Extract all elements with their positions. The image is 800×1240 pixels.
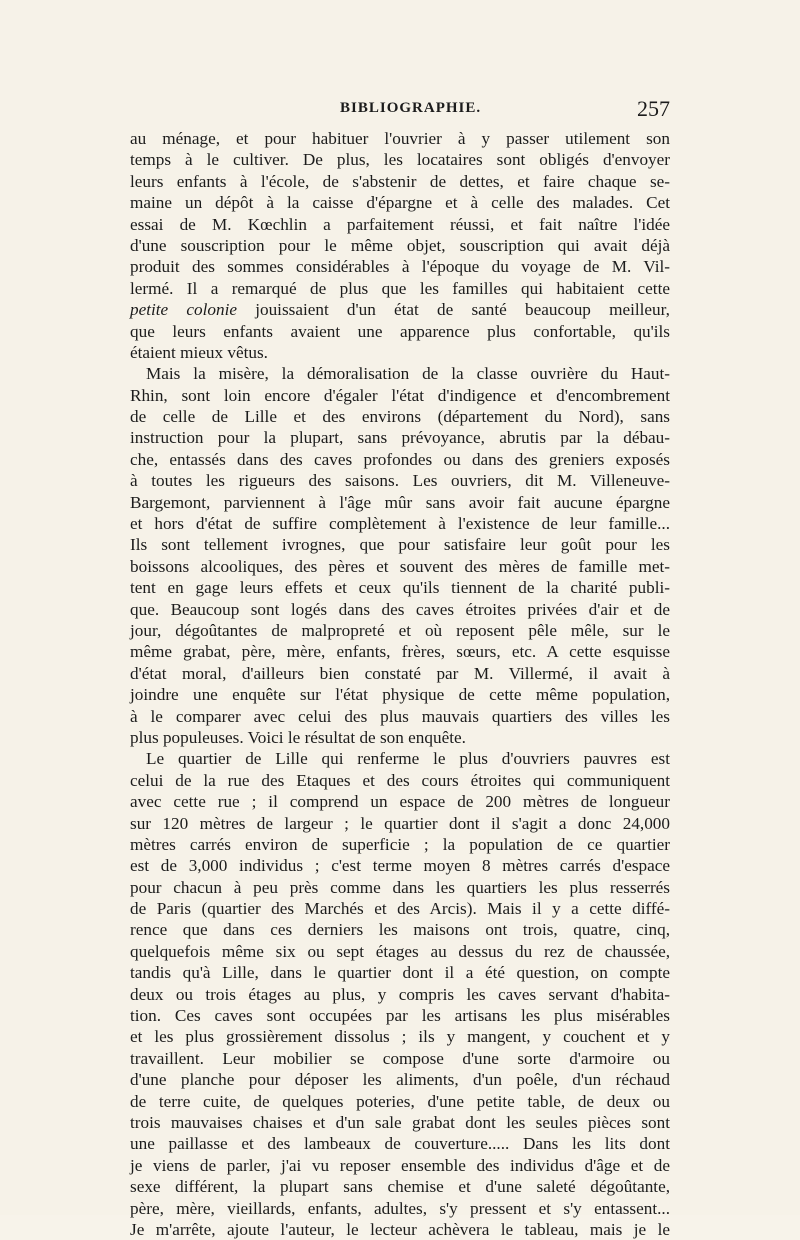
text-line: même grabat, père, mère, enfants, frères, sœurs, etc. A cette esquisse [130, 642, 670, 662]
text-line: une paillasse et des lambeaux de couverture..... Dans les lits dont [130, 1134, 670, 1154]
text-line: instruction pour la plupart, sans prévoyance, abrutis par la débau- [130, 428, 670, 448]
text-line: est de 3,000 individus ; c'est terme moyen 8 mètres carrés d'espace [130, 856, 670, 876]
text-line: que leurs enfants avaient une apparence plus confortable, qu'ils [130, 321, 670, 341]
body-text [130, 128, 670, 1240]
text-line: père, mère, vieillards, enfants, adultes, s'y pressent et s'y entassent... [130, 1198, 670, 1218]
text-line: tion. Ces caves sont occupées par les artisans les plus misérables [130, 1006, 670, 1026]
text-line: tent en gage leurs effets et ceux qu'ils tiennent de la charité publi- [130, 578, 670, 598]
text-line: maine un dépôt à la caisse d'épargne et à celle des malades. Cet [130, 193, 670, 213]
text-line: Le quartier de Lille qui renferme le plus d'ouvriers pauvres est [146, 749, 670, 769]
text-line: Ils sont tellement ivrognes, que pour satisfaire leur goût pour les [130, 535, 670, 555]
text-line: d'une planche pour déposer les aliments, d'un poêle, d'un réchaud [130, 1070, 670, 1090]
text-line: Je m'arrête, ajoute l'auteur, le lecteur achèvera le tableau, mais je le [130, 1219, 670, 1239]
text-line: tandis qu'à Lille, dans le quartier dont il a été question, on compte [130, 963, 670, 983]
text-line: à le comparer avec celui des plus mauvais quartiers des villes les [130, 706, 670, 726]
text-line: jour, dégoûtantes de malpropreté et où reposent pêle mêle, sur le [130, 620, 670, 640]
text-line: travaillent. Leur mobilier se compose d'une sorte d'armoire ou [130, 1048, 670, 1068]
text-line: Rhin, sont loin encore d'égaler l'état d'indigence et d'encombrement [130, 385, 670, 405]
text-line: de Paris (quartier des Marchés et des Arcis). Mais il y a cette diffé- [130, 899, 670, 919]
text-line: temps à le cultiver. De plus, les locataires sont obligés d'envoyer [130, 150, 670, 170]
text-line: et les plus grossièrement dissolus ; ils y mangent, y couchent et y [130, 1027, 670, 1047]
text-line: Bargemont, parviennent à l'âge mûr sans avoir fait aucune épargne [130, 492, 670, 512]
text-line: Mais la misère, la démoralisation de la classe ouvrière du Haut- [146, 364, 670, 384]
running-head: BIBLIOGRAPHIE. [340, 100, 482, 116]
text-line: de terre cuite, de quelques poteries, d'une petite table, de deux ou [130, 1091, 670, 1111]
text-line: à toutes les rigueurs des saisons. Les ouvriers, dit M. Villeneuve- [130, 471, 670, 491]
text-line: je viens de parler, j'ai vu reposer ensemble des individus d'âge et de [130, 1155, 670, 1175]
text-line: sur 120 mètres de largeur ; le quartier dont il s'agit a donc 24,000 [130, 813, 670, 833]
text-line: d'état moral, d'ailleurs bien constaté par M. Villermé, il avait à [130, 663, 670, 683]
text-line: che, entassés dans des caves profondes ou dans des greniers exposés [130, 449, 670, 469]
text-line: joindre une enquête sur l'état physique de cette même population, [130, 685, 670, 705]
text-line: essai de M. Kœchlin a parfaitement réussi, et fait naître l'idée [130, 214, 670, 234]
text-line: et hors d'état de suffire complètement à l'existence de leur famille... [130, 514, 670, 534]
text-line: mètres carrés environ de superficie ; la population de ce quartier [130, 834, 670, 854]
text-line: produit des sommes considérables à l'époque du voyage de M. Vil- [130, 257, 670, 277]
text-line: étaient mieux vêtus. [130, 342, 268, 362]
text-line: deux ou trois étages au plus, y compris les caves servant d'habita- [130, 984, 670, 1004]
page-header [130, 96, 670, 126]
text-line: avec cette rue ; il comprend un espace de 200 mètres de longueur [130, 792, 670, 812]
text-line: celui de la rue des Etaques et des cours étroites qui communiquent [130, 770, 670, 790]
text-line: trois mauvaises chaises et d'un sale grabat dont les seules pièces sont [130, 1112, 670, 1132]
text-line: petite colonie jouissaient d'un état de santé beaucoup meilleur, [130, 300, 670, 320]
text-line: boissons alcooliques, des pères et souvent des mères de famille met- [130, 556, 670, 576]
text-line: au ménage, et pour habituer l'ouvrier à y passer utilement son [130, 129, 670, 148]
text-line: leurs enfants à l'école, de s'abstenir de dettes, et faire chaque se- [130, 171, 670, 191]
text-line: de celle de Lille et des environs (département du Nord), sans [130, 407, 670, 427]
text-line: lermé. Il a remarqué de plus que les familles qui habitaient cette [130, 278, 670, 298]
text-line: rence que dans ces derniers les maisons ont trois, quatre, cinq, [130, 920, 670, 940]
text-line: plus populeuses. Voici le résultat de son enquête. [130, 727, 466, 747]
text-line: que. Beaucoup sont logés dans des caves étroites privées d'air et de [130, 599, 670, 619]
text-line: pour chacun à peu près comme dans les quartiers les plus resserrés [130, 877, 670, 897]
text-line: sexe différent, la plupart sans chemise et d'une saleté dégoûtante, [130, 1177, 670, 1197]
text-line: d'une souscription pour le même objet, souscription qui avait déjà [130, 235, 670, 255]
text-line: quelquefois même six ou sept étages au dessus du rez de chaussée, [130, 941, 670, 961]
page-number: 257 [637, 96, 670, 121]
